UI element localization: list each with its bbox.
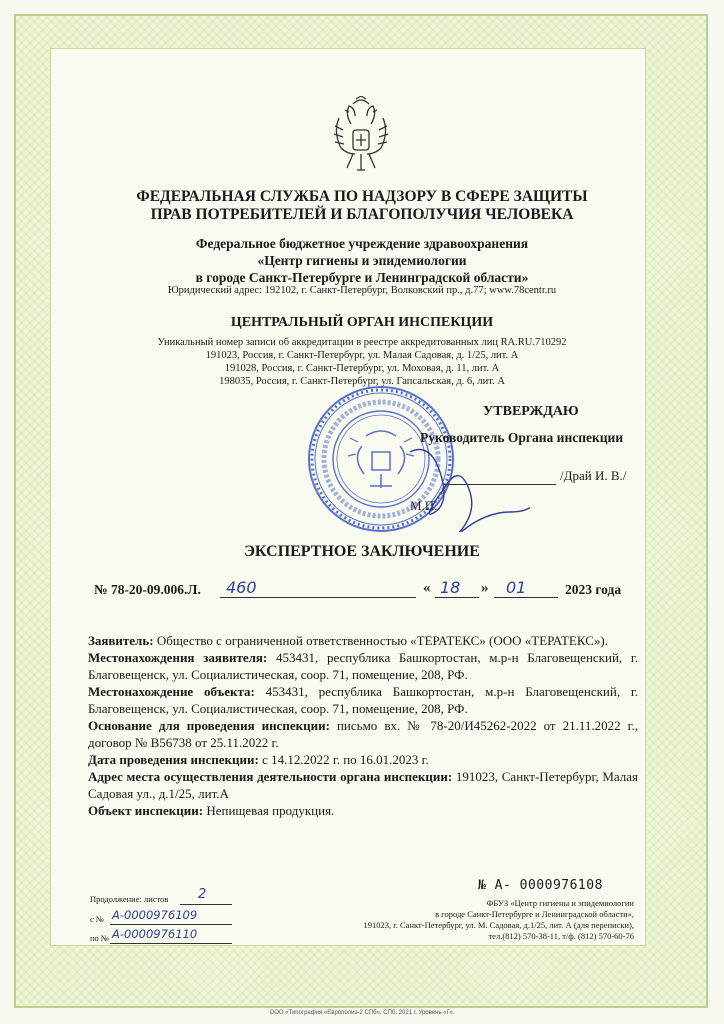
printer-imprint: ООО «Типография «Европолиэ-2 СПб». СПб. 2021 г. Уровень «Г». — [269, 1010, 455, 1016]
day-underline — [435, 597, 479, 598]
object-label: Объект инспекции: — [88, 803, 204, 818]
inspection-address-3: 198035, Россия, г. Санкт-Петербург, ул. Гапсальская, д. 6, лит. А — [219, 376, 505, 387]
handwritten-signature — [400, 432, 530, 532]
place-label: Адрес места осуществления деятельности органа инспекции: — [88, 769, 453, 784]
applicant-location-label: Местонахождения заявителя: — [88, 650, 268, 665]
conclusion-year: 2023 года — [565, 582, 622, 597]
signer-name: /Драй И. В./ — [560, 468, 627, 483]
continuation-label: Продолжение: листов — [90, 894, 169, 904]
basis-value: письмо вх. № 78-20/И45262-2022 от 21.11.2022 г., договор № В56738 от 25.11.2022 г. — [88, 718, 638, 750]
org-name-line3: в городе Санкт-Петербурге и Ленинградской области» — [195, 270, 529, 285]
applicant-value: Общество с ограниченной ответственностью «ТЕРАТЕКС» (ООО «ТЕРАТЕКС»). — [153, 633, 608, 648]
org-name-line1: Федеральное бюджетное учреждение здравоохранения — [195, 236, 529, 251]
applicant-location-paragraph — [88, 649, 638, 683]
inspection-body-title: ЦЕНТРАЛЬНЫЙ ОРГАН ИНСПЕКЦИИ — [230, 315, 494, 330]
month-handwritten: 01 — [506, 578, 527, 597]
continuation-underline — [180, 904, 232, 905]
conclusion-body — [88, 632, 638, 819]
legal-address: Юридический адрес: 192102, г. Санкт-Петербург, Волковский пр., д.77; www.78centr.ru — [167, 285, 557, 296]
issuer-line-1: ФБУЗ «Центр гигиены и эпидемиологии — [486, 898, 634, 908]
to-number-handwritten: А-0000976110 — [112, 927, 198, 941]
head-role: Руководитель Органа инспекции — [420, 430, 624, 445]
object-location-label: Местонахождение объекта: — [88, 684, 255, 699]
agency-title-line1: ФЕДЕРАЛЬНАЯ СЛУЖБА ПО НАДЗОРУ В СФЕРЕ ЗАЩИТЫ — [136, 188, 588, 205]
conclusion-number-prefix: № 78-20-09.006.Л. — [94, 582, 201, 597]
object-location-value: 453431, республика Башкортостан, м.р-н Благовещенский, г. Благовещенск, ул. Социалистическая, соор. 71, помещение, 208, РФ. — [88, 684, 638, 716]
issuer-line-2: в городе Санкт-Петербурге и Ленинградской области», — [435, 909, 634, 919]
object-paragraph — [88, 802, 638, 819]
org-name-line2: «Центр гигиены и эпидемиологии — [257, 253, 467, 268]
inspection-address-2: 191028, Россия, г. Санкт-Петербург, ул. Моховая, д. 11, лит. А — [224, 363, 500, 374]
seal-place-label: М.П. — [410, 498, 438, 513]
applicant-location-value: 453431, республика Башкортостан, м.р-н Благовещенский, г. Благовещенск, ул. Социалистическая, соор. 71, помещение, 208, РФ. — [88, 650, 638, 682]
inspection-date-paragraph — [88, 751, 638, 768]
approve-label: УТВЕРЖДАЮ — [483, 404, 579, 419]
applicant-label: Заявитель: — [88, 633, 154, 648]
inspection-date-label: Дата проведения инспекции: — [88, 752, 259, 767]
to-number-underline — [110, 943, 232, 944]
issuer-line-4: тел.(812) 570-38-11, т/ф. (812) 570-60-76 — [488, 931, 634, 941]
conclusion-title: ЭКСПЕРТНОЕ ЗАКЛЮЧЕНИЕ — [244, 543, 480, 560]
continuation-handwritten: 2 — [198, 887, 207, 902]
month-underline — [494, 597, 558, 598]
from-number-label: с № — [90, 914, 105, 924]
to-number-label: по № — [90, 933, 110, 943]
applicant-paragraph — [88, 632, 638, 649]
day-quote-close: » — [481, 580, 489, 596]
inspection-date-value: с 14.12.2022 г. по 16.01.2023 г. — [258, 752, 429, 767]
place-paragraph — [88, 768, 638, 802]
from-number-handwritten: А-0000976109 — [112, 908, 198, 922]
number-underline — [220, 597, 416, 598]
agency-title-line2: ПРАВ ПОТРЕБИТЕЛЕЙ И БЛАГОПОЛУЧИЯ ЧЕЛОВЕКА — [150, 206, 574, 223]
accreditation-line: Уникальный номер записи об аккредитации в реестре аккредитованных лиц RA.RU.710292 — [157, 337, 567, 348]
place-value: 191023, Санкт-Петербург, Малая Садовая ул., д.1/25, лит.А — [88, 769, 638, 801]
basis-paragraph — [88, 717, 638, 751]
day-quote-open: « — [423, 580, 431, 596]
object-location-paragraph — [88, 683, 638, 717]
inspection-address-1: 191023, Россия, г. Санкт-Петербург, ул. Малая Садовая, д. 1/25, лит. А — [205, 350, 519, 361]
object-value: Непищевая продукция. — [203, 803, 335, 818]
from-number-underline — [110, 924, 232, 925]
conclusion-number-handwritten: 460 — [226, 578, 257, 597]
form-serial-number: № А- 0000976108 — [478, 878, 603, 893]
basis-label: Основание для проведения инспекции: — [88, 718, 330, 733]
day-handwritten: 18 — [440, 578, 461, 597]
issuer-line-3: 191023, г. Санкт-Петербург, ул. М. Садовая, д.1/25, лит. А (для переписки), — [363, 920, 634, 930]
double-headed-eagle-emblem — [331, 96, 391, 176]
